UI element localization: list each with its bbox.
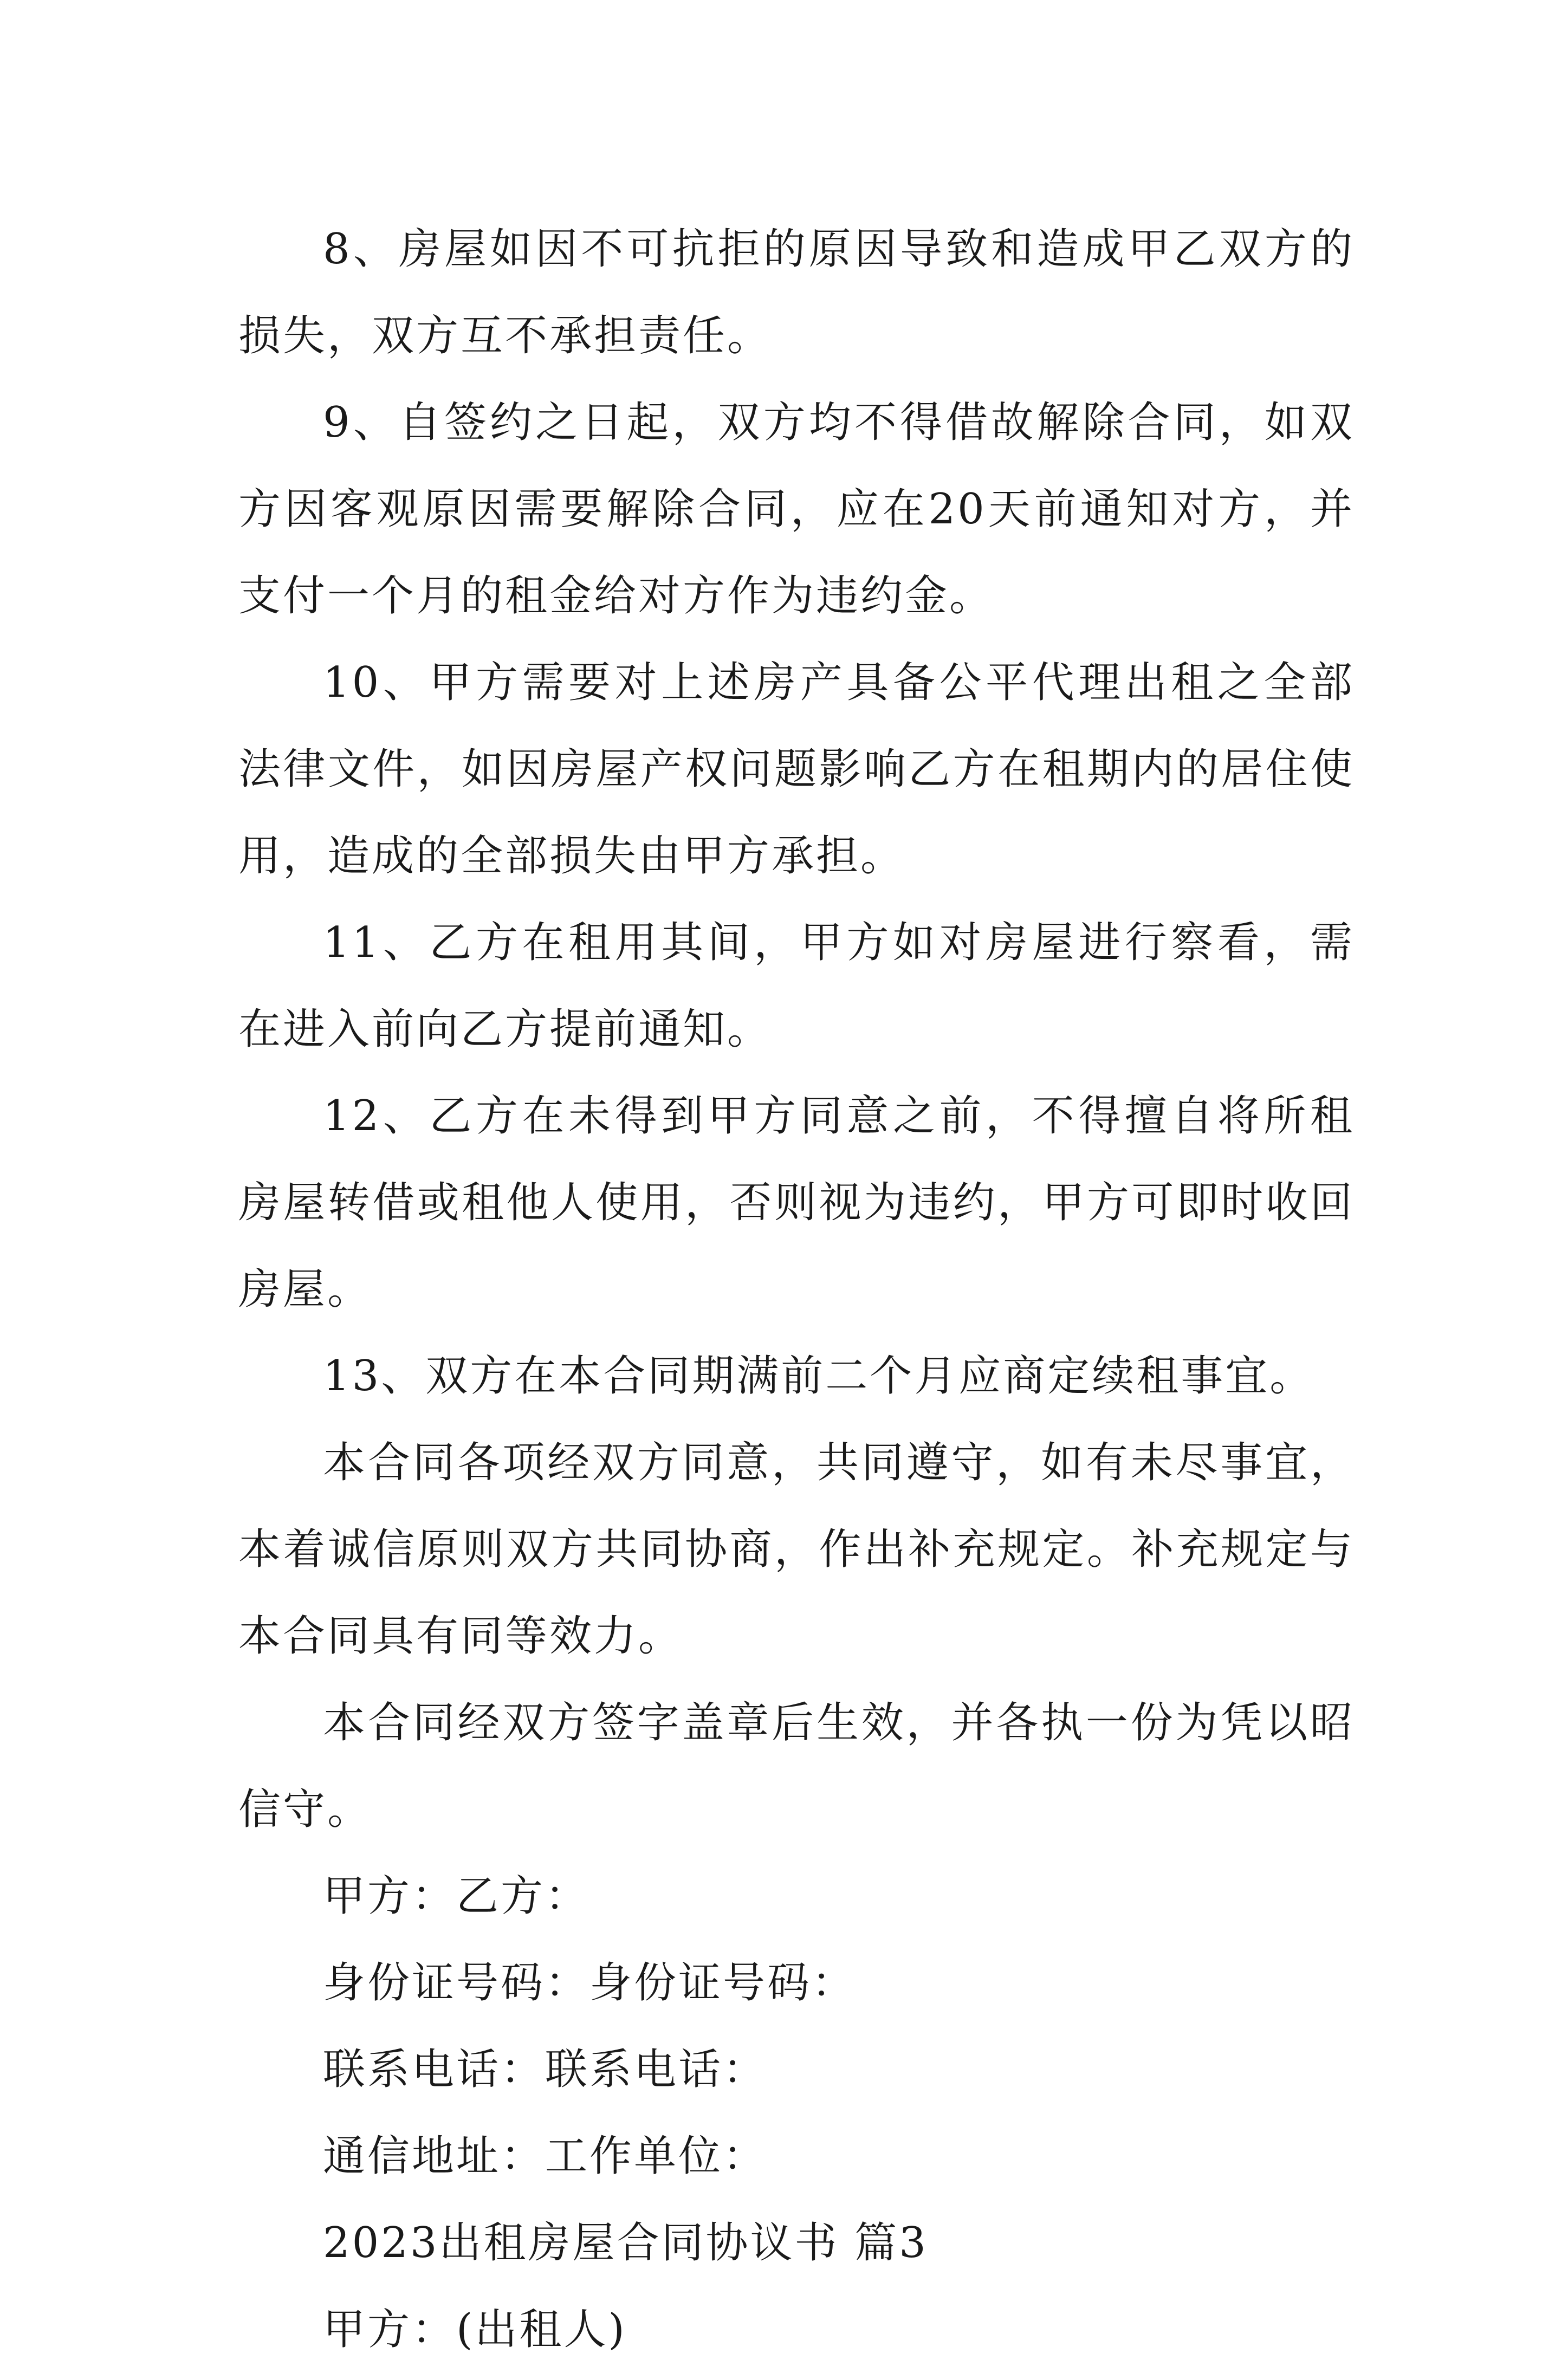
clause-12: 12、乙方在未得到甲方同意之前，不得擅自将所租房屋转借或租他人使用，否则视为违约，甲方可即时收回房屋。 xyxy=(238,1092,1355,1314)
effective-clause: 本合同经双方签字盖章后生效，并各执一份为凭以昭信守。 xyxy=(238,1698,1355,1834)
signature-party-line: 甲方：乙方： xyxy=(323,1872,590,1921)
document-body xyxy=(238,206,1355,2373)
clause-13: 13、双方在本合同期满前二个月应商定续租事宜。 xyxy=(323,1352,1314,1401)
signature-phone-line: 联系电话：联系电话： xyxy=(323,2045,768,2094)
clause-11: 11、乙方在租用其间，甲方如对房屋进行察看，需在进入前向乙方提前通知。 xyxy=(238,918,1355,1054)
clause-10: 10、甲方需要对上述房产具备公平代理出租之全部法律文件，如因房屋产权问题影响乙方在租期内的居住使用，造成的全部损失由甲方承担。 xyxy=(238,658,1355,880)
next-section-title: 2023出租房屋合同协议书 篇3 xyxy=(323,2219,928,2267)
signature-id-line: 身份证号码：身份证号码： xyxy=(323,1959,857,2007)
clause-9: 9、自签约之日起，双方均不得借故解除合同，如双方因客观原因需要解除合同，应在20天前通知对方，并支付一个月的租金给对方作为违约金。 xyxy=(238,398,1355,620)
signature-address-line: 通信地址：工作单位： xyxy=(323,2132,768,2181)
next-section-first-line: 甲方：(出租人) xyxy=(323,2305,627,2354)
clause-8: 8、房屋如因不可抗拒的原因导致和造成甲乙双方的损失，双方互不承担责任。 xyxy=(238,225,1355,360)
supplement-clause: 本合同各项经双方同意，共同遵守，如有未尽事宜，本着诚信原则双方共同协商，作出补充规定。补充规定与本合同具有同等效力。 xyxy=(238,1438,1355,1661)
